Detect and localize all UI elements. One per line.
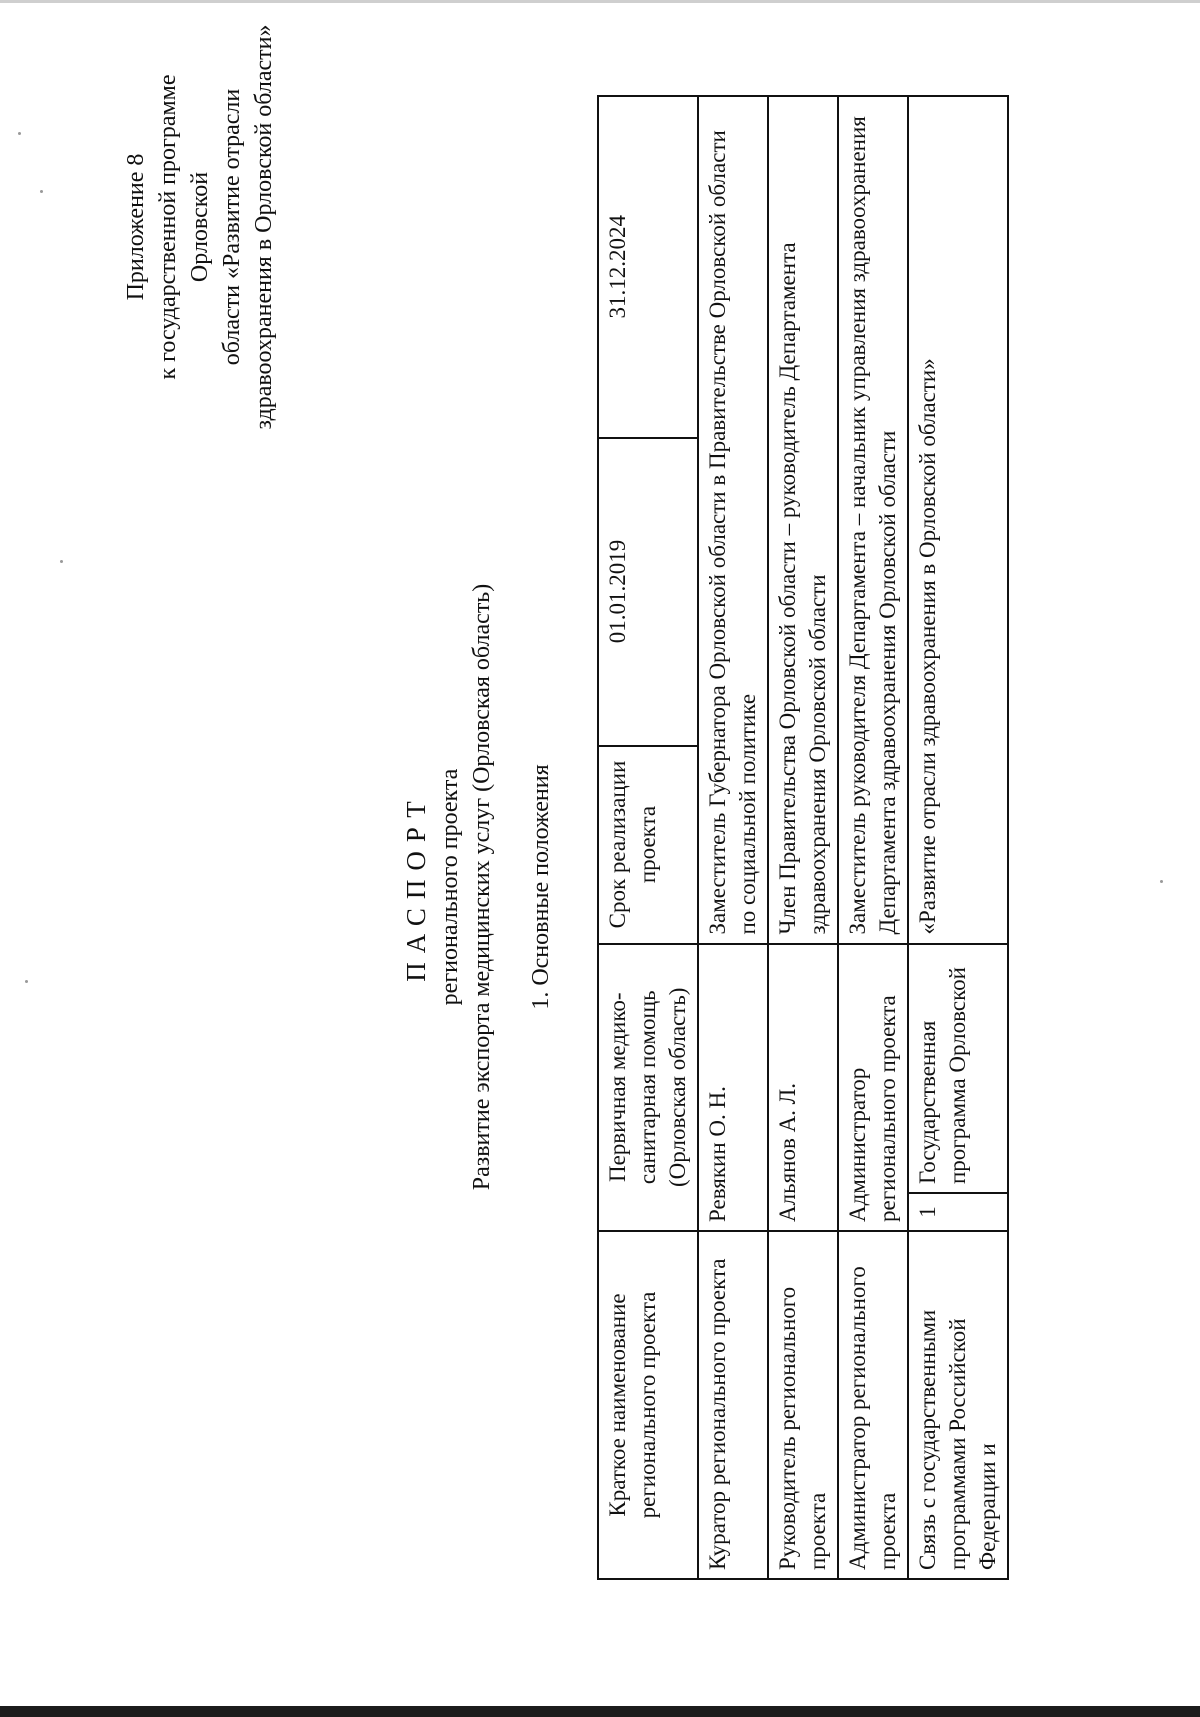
cell-label: Руководитель регионального проекта (768, 1231, 838, 1579)
cell-position: Заместитель Губернатора Орловской области в Правительстве Орловской области по социальной политике (698, 96, 768, 944)
table-row (768, 96, 838, 1579)
table-row (698, 96, 768, 1579)
title-subtitle: регионального проекта (437, 768, 463, 1006)
appendix-line: области «Развитие отрасли (219, 88, 245, 366)
cell-name: Государственная программа Орловской (908, 944, 1008, 1193)
cell-label: Администратор регионального проекта (838, 1231, 908, 1579)
cell-name: Ревякин О. Н. (698, 944, 768, 1231)
appendix-header (120, 17, 280, 437)
cell-position: Член Правительства Орловской области – руководитель Департамента здравоохранения Орловской области (768, 96, 838, 944)
title-main: ПАСПОРТ (401, 792, 431, 982)
project-name: Развитие экспорта медицинских услуг (Орловская область) (469, 583, 495, 1191)
cell-label: Краткое наименование регионального проекта (598, 1231, 698, 1579)
appendix-line: здравоохранения в Орловской области» (251, 24, 277, 430)
table-row (598, 96, 698, 1579)
cell-label: Связь с государственными программами Российской Федерации и (908, 1231, 1008, 1579)
appendix-line: Приложение 8 (123, 153, 149, 301)
cell-start-date: 01.01.2019 (598, 438, 698, 746)
document-title (400, 487, 498, 1287)
section-heading: 1. Основные положения (528, 764, 554, 1010)
passport-table (597, 95, 1009, 1580)
table-row (838, 96, 908, 1579)
cell-position: Заместитель руководителя Департамента – начальник управления здравоохранения Департамента здравоохранения Орловской области (838, 96, 908, 944)
cell-end-date: 31.12.2024 (598, 96, 698, 438)
cell-label: Куратор регионального проекта (698, 1231, 768, 1579)
cell-value: Первичная медико-санитарная помощь (Орловская область) (598, 944, 698, 1231)
cell-name: Альянов А. Л. (768, 944, 838, 1231)
table-row (908, 96, 1008, 1579)
cell-value: «Развитие отрасли здравоохранения в Орловской области» (908, 96, 1008, 944)
cell-period-label: Срок реализации проекта (598, 746, 698, 944)
appendix-line: к государственной программе Орловской (155, 74, 213, 380)
cell-number: 1 (908, 1193, 1008, 1231)
cell-name: Администратор регионального проекта (838, 944, 908, 1231)
